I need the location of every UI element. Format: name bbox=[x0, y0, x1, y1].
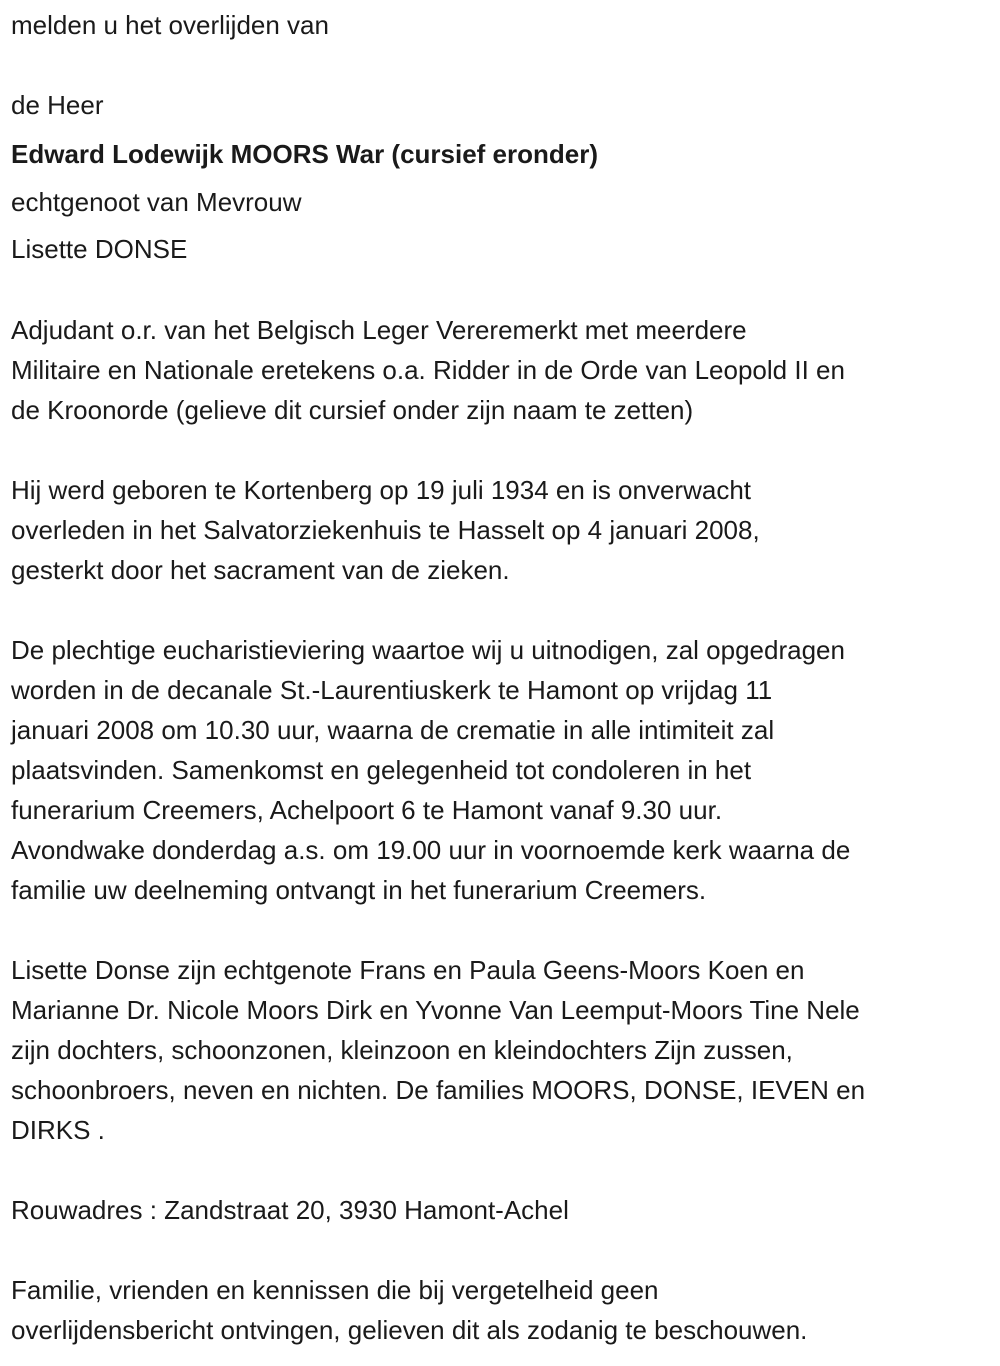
text-line: Familie, vrienden en kennissen die bij vergetelheid geen bbox=[11, 1275, 659, 1305]
spouse-label: echtgenoot van Mevrouw bbox=[11, 187, 302, 217]
text-line: De plechtige eucharistieviering waartoe wij u uitnodigen, zal opgedragen bbox=[11, 635, 845, 665]
paragraph-rank bbox=[11, 310, 845, 430]
text-line: overlijdensbericht ontvingen, gelieven dit als zodanig te beschouwen. bbox=[11, 1315, 808, 1345]
text-line: familie uw deelneming ontvangt in het funerarium Creemers. bbox=[11, 875, 707, 905]
text-line: overleden in het Salvatorziekenhuis te Hasselt op 4 januari 2008, bbox=[11, 515, 760, 545]
text-line: januari 2008 om 10.30 uur, waarna de crematie in alle intimiteit zal bbox=[11, 715, 775, 745]
text-line: Avondwake donderdag a.s. om 19.00 uur in voornoemde kerk waarna de bbox=[11, 835, 851, 865]
text-line: schoonbroers, neven en nichten. De families MOORS, DONSE, IEVEN en bbox=[11, 1075, 866, 1105]
text-line: worden in de decanale St.-Laurentiuskerk te Hamont op vrijdag 11 bbox=[11, 675, 773, 705]
text-line: DIRKS . bbox=[11, 1115, 105, 1145]
text-line: Rouwadres : Zandstraat 20, 3930 Hamont-Achel bbox=[11, 1195, 569, 1225]
paragraph-ceremony bbox=[11, 630, 850, 910]
text-line: de Kroonorde (gelieve dit cursief onder zijn naam te zetten) bbox=[11, 395, 694, 425]
text-line: zijn dochters, schoonzonen, kleinzoon en kleindochters Zijn zussen, bbox=[11, 1035, 793, 1065]
text-line: Militaire en Nationale eretekens o.a. Ridder in de Orde van Leopold II en bbox=[11, 355, 845, 385]
text-line: Lisette Donse zijn echtgenote Frans en Paula Geens-Moors Koen en bbox=[11, 955, 805, 985]
deceased-name: Edward Lodewijk MOORS War (cursief eronder) bbox=[11, 139, 599, 169]
paragraph-birth-death bbox=[11, 470, 760, 590]
text-line: plaatsvinden. Samenkomst en gelegenheid tot condoleren in het bbox=[11, 755, 752, 785]
text-line: Adjudant o.r. van het Belgisch Leger Vereremerkt met meerdere bbox=[11, 315, 747, 345]
text-line: Marianne Dr. Nicole Moors Dirk en Yvonne Van Leemput-Moors Tine Nele bbox=[11, 995, 860, 1025]
paragraph-closing bbox=[11, 1270, 807, 1350]
paragraph-address bbox=[11, 1190, 569, 1230]
intro-text: melden u het overlijden van bbox=[11, 10, 329, 40]
text-line: gesterkt door het sacrament van de zieken. bbox=[11, 555, 510, 585]
spouse-name: Lisette DONSE bbox=[11, 234, 188, 264]
text-line: Hij werd geboren te Kortenberg op 19 juli 1934 en is onverwacht bbox=[11, 475, 752, 505]
title-text: de Heer bbox=[11, 90, 104, 120]
paragraph-family bbox=[11, 950, 865, 1150]
text-line: funerarium Creemers, Achelpoort 6 te Hamont vanaf 9.30 uur. bbox=[11, 795, 723, 825]
